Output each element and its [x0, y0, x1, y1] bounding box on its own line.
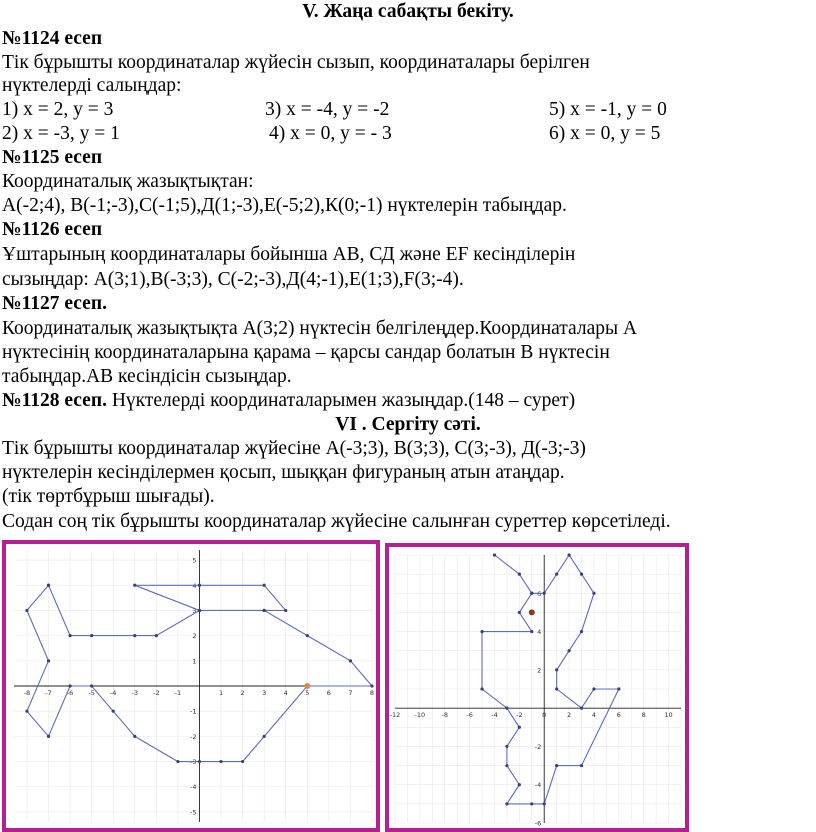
task-1128-line	[2, 389, 575, 413]
task-1124-item: 5) x = -1, y = 0	[549, 99, 667, 120]
data-point	[90, 684, 93, 687]
data-point	[530, 802, 533, 805]
y-tick-label: -4	[534, 781, 542, 790]
data-point	[580, 707, 583, 710]
x-tick-label: -6	[66, 689, 74, 697]
data-point	[518, 783, 521, 786]
data-point	[580, 764, 583, 767]
data-point	[133, 584, 136, 587]
y-tick-label: 6	[537, 589, 542, 598]
x-tick-label: 6	[326, 689, 331, 697]
x-tick-label: 10	[664, 711, 673, 720]
data-point	[25, 609, 28, 612]
x-tick-label: 3	[262, 689, 267, 697]
data-point	[370, 684, 373, 687]
data-point	[493, 553, 496, 556]
y-tick-label: -4	[189, 783, 197, 792]
fish-figure-frame	[2, 540, 380, 832]
data-point	[176, 760, 179, 763]
x-tick-label: 6	[616, 711, 621, 720]
data-point	[530, 630, 533, 633]
task-1124-text: нүктелерді салыңдар:	[2, 75, 182, 96]
data-point	[284, 609, 287, 612]
task-1125-heading: №1125 есеп	[2, 147, 103, 168]
data-point	[580, 630, 583, 633]
task-1128-text: Нүктелерді координаталарымен жазыңдар.(148 – сурет)	[106, 390, 576, 411]
task-1127-text: табыңдар.АВ кесіндісін сызыңдар.	[2, 366, 292, 387]
task-1126-heading: №1126 есеп	[2, 219, 103, 240]
y-tick-label: -2	[189, 732, 197, 741]
task-1124-item: 4) x = 0, y = - 3	[269, 123, 392, 144]
data-point	[47, 735, 50, 738]
y-tick-label: 2	[537, 666, 542, 675]
x-tick-label: -7	[45, 689, 52, 697]
task-1124-item: 2) x = -3, y = 1	[2, 123, 120, 144]
task-1128-heading: №1128 есеп.	[2, 390, 107, 411]
x-tick-label: 1	[218, 689, 224, 697]
data-point	[592, 687, 595, 690]
section-6-title: VI . Сергіту сәті.	[335, 414, 481, 435]
data-point	[25, 710, 28, 713]
data-point	[543, 592, 546, 595]
y-tick-label: -1	[189, 707, 197, 716]
y-tick-label: 5	[192, 556, 197, 565]
task-1125-text: А(-2;4), В(-1;-3),С(-1;5),Д(1;-3),Е(-5;2),К(0;-1) нүктелерін табыңдар.	[2, 195, 567, 216]
data-point	[518, 573, 521, 576]
section-6-text: Тік бұрышты координаталар жүйесіне А(-3;3), В(3;3), С(3;-3), Д(-3;-3)	[2, 438, 586, 459]
duck-figure-frame	[385, 543, 689, 832]
task-1124-item: 1) x = 2, y = 3	[2, 99, 114, 120]
x-tick-label: 4	[591, 711, 597, 720]
data-point	[567, 553, 570, 556]
data-point	[555, 687, 558, 690]
data-point	[155, 634, 158, 637]
data-point	[505, 802, 508, 805]
data-point	[68, 684, 71, 687]
x-tick-label: -8	[441, 711, 448, 720]
data-point	[349, 659, 352, 662]
x-tick-label: 2	[240, 689, 245, 697]
data-point	[480, 687, 483, 690]
section-6-text: (тік төртбұрыш шығады).	[2, 486, 215, 507]
data-point	[592, 592, 595, 595]
task-1127-heading: №1127 есеп.	[2, 293, 107, 314]
data-point	[505, 707, 508, 710]
y-tick-label: -5	[189, 808, 197, 817]
task-1126-text: сызыңдар: A(3;1),B(-3;3), C(-2;-3),Д(4;-1),E(1;3),F(3;-4).	[2, 269, 464, 290]
x-tick-label: -4	[109, 689, 117, 697]
section-6-text: нүктелерін кесінділермен қосып, шыққан фигураның атын атаңдар.	[2, 462, 565, 483]
data-point	[480, 630, 483, 633]
data-point	[555, 668, 558, 671]
duck-chart	[389, 547, 685, 828]
x-tick-label: -8	[23, 689, 31, 697]
data-point	[543, 802, 546, 805]
section-6-text: Содан соң тік бұрышты координаталар жүйесіне салынған суреттер көрсетіледі.	[2, 511, 671, 532]
task-1125-text: Координаталық жазықтықтан:	[2, 171, 254, 192]
x-tick-label: -1	[174, 689, 182, 697]
x-tick-label: -3	[131, 689, 139, 697]
section-title: V. Жаңа сабақты бекіту.	[302, 1, 514, 22]
y-tick-label: -2	[534, 742, 542, 751]
fish-chart	[6, 544, 376, 828]
x-tick-label: -10	[414, 711, 426, 720]
y-tick-label: -3	[189, 758, 197, 767]
y-tick-label: 4	[192, 581, 197, 590]
data-point	[505, 764, 508, 767]
task-1124-text: Тік бұрышты координаталар жүйесін сызып, координаталары берілген	[2, 52, 590, 73]
x-tick-label: 7	[348, 689, 353, 697]
x-tick-label: -2	[516, 711, 523, 720]
task-1127-text: нүктесінің координаталарына қарама – қарсы сандар болатын В нүктесін	[2, 342, 610, 363]
data-point	[90, 634, 93, 637]
y-tick-label: 1	[192, 657, 197, 666]
y-tick-label: 2	[192, 632, 197, 641]
data-point	[263, 584, 266, 587]
data-point	[68, 634, 71, 637]
data-point	[555, 764, 558, 767]
data-point	[198, 760, 201, 763]
data-point	[567, 649, 570, 652]
x-tick-label: -6	[466, 711, 473, 720]
highlight-point	[304, 683, 310, 689]
x-tick-label: -12	[389, 711, 401, 720]
data-point	[555, 573, 558, 576]
x-tick-label: 4	[283, 689, 288, 697]
data-point	[133, 634, 136, 637]
x-tick-label: 5	[305, 689, 310, 697]
x-tick-label: 8	[641, 711, 646, 720]
x-tick-label: 2	[567, 711, 572, 720]
data-point	[133, 735, 136, 738]
data-point	[580, 573, 583, 576]
y-tick-label: -6	[534, 819, 542, 828]
x-tick-label: -5	[88, 689, 95, 697]
data-point	[219, 760, 222, 763]
data-point	[47, 584, 50, 587]
data-point	[617, 687, 620, 690]
highlight-point	[529, 609, 535, 615]
data-point	[306, 634, 309, 637]
task-1126-text: Ұштарының координаталары бойынша АВ, СД және EF кесінділерін	[2, 244, 576, 265]
data-point	[263, 735, 266, 738]
x-tick-label: -2	[153, 689, 160, 697]
data-point	[241, 760, 244, 763]
data-point	[198, 584, 201, 587]
data-point	[263, 609, 266, 612]
data-point	[518, 611, 521, 614]
data-point	[518, 726, 521, 729]
data-point	[198, 609, 201, 612]
data-point	[530, 592, 533, 595]
task-1127-text: Координаталық жазықтықта А(3;2) нүктесін белгілеңдер.Координаталары А	[2, 318, 638, 339]
task-1124-heading: №1124 есеп	[2, 28, 103, 49]
x-tick-label: 0	[542, 711, 547, 720]
y-tick-label: 3	[192, 606, 197, 615]
y-tick-label: 4	[537, 628, 542, 637]
task-1124-item: 6) x = 0, y = 5	[549, 123, 661, 144]
figure-outline	[482, 555, 619, 804]
task-1124-item: 3) x = -4, y = -2	[265, 99, 390, 120]
x-tick-label: 8	[369, 689, 375, 697]
data-point	[112, 710, 115, 713]
x-tick-label: -4	[491, 711, 498, 720]
data-point	[505, 745, 508, 748]
data-point	[47, 659, 50, 662]
